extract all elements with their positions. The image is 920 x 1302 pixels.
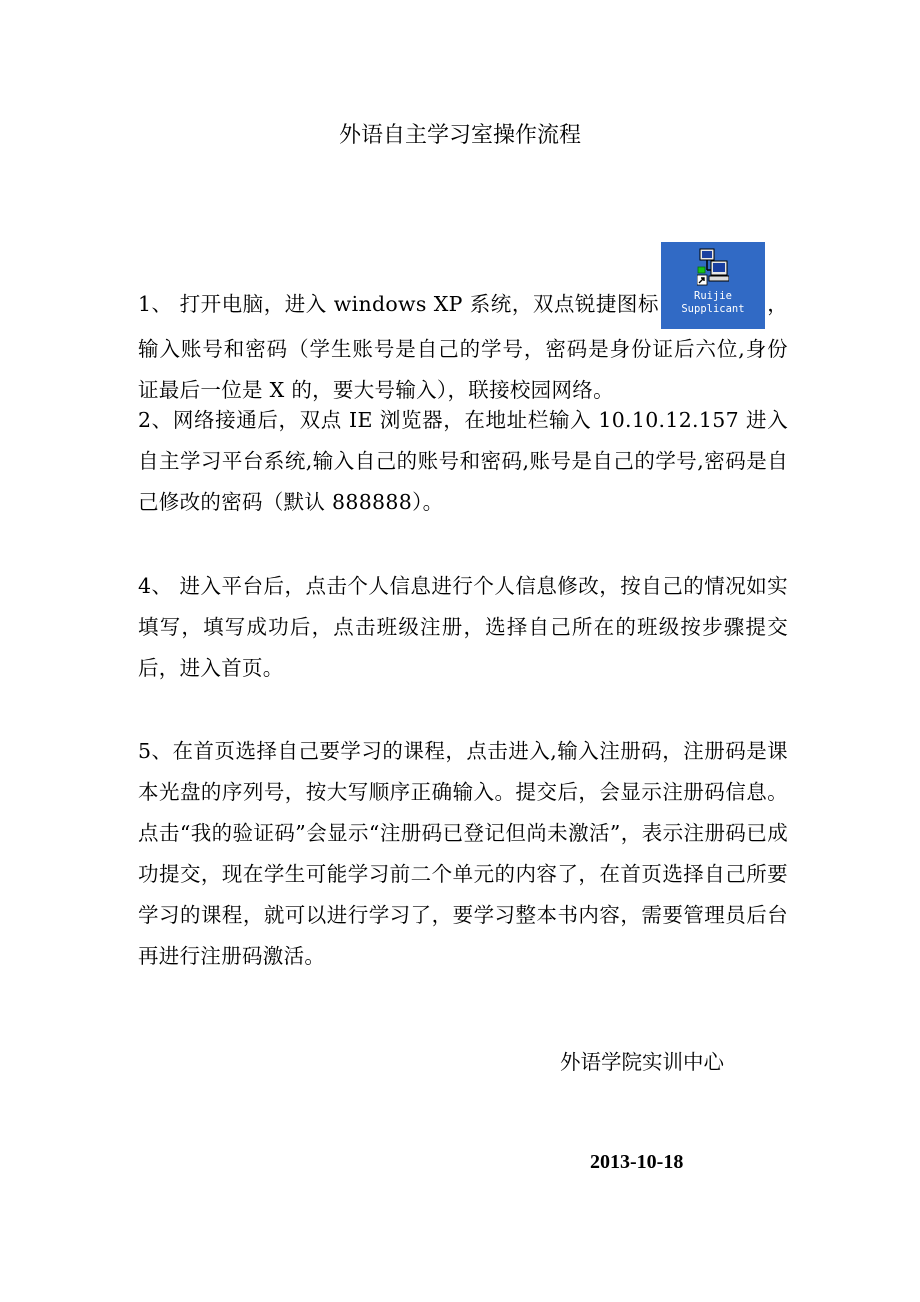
icon-caption-line-2: Supplicant	[681, 303, 745, 315]
step-1-text-after-icon: ，输入账号和密码（学生账号是自己的学号，密码是身份证后六位,身份证最后一位是 X 的，要大号输入），联接校园网络。	[138, 292, 788, 402]
icon-caption-line-1: Ruijie	[694, 290, 732, 302]
document-title: 外语自主学习室操作流程	[338, 123, 581, 148]
step-1-text-before-icon: 1、 打开电脑，进入 windows XP 系统，双点锐捷图标	[138, 292, 659, 316]
step-4-paragraph: 4、 进入平台后，点击个人信息进行个人信息修改，按自己的情况如实填写，填写成功后，点击班级注册，选择自己所在的班级按步骤提交后，进入首页。	[138, 574, 788, 680]
signature: 外语学院实训中心	[560, 1050, 724, 1074]
network-computer-icon	[697, 248, 729, 288]
step-2-paragraph: 2、网络接通后，双点 IE 浏览器，在地址栏输入 10.10.12.157 进入自主学习平台系统,输入自己的账号和密码,账号是自己的学号,密码是自己修改的密码（默认 888888）。	[138, 408, 788, 514]
ruijie-supplicant-icon	[661, 242, 765, 329]
document-date: 2013-10-18	[590, 1151, 684, 1173]
step-1-paragraph	[138, 242, 788, 411]
icon-caption	[661, 290, 765, 316]
step-5-paragraph: 5、在首页选择自己要学习的课程，点击进入,输入注册码，注册码是课本光盘的序列号，按大写顺序正确输入。提交后，会显示注册码信息。点击“我的验证码”会显示“注册码已登记但尚未激活”，表示注册码已成功提交，现在学生可能学习前二个单元的内容了，在首页选择自己所要学习的课程，就可以进行学习了，要学习整本书内容，需要管理员后台再进行注册码激活。	[138, 739, 788, 968]
